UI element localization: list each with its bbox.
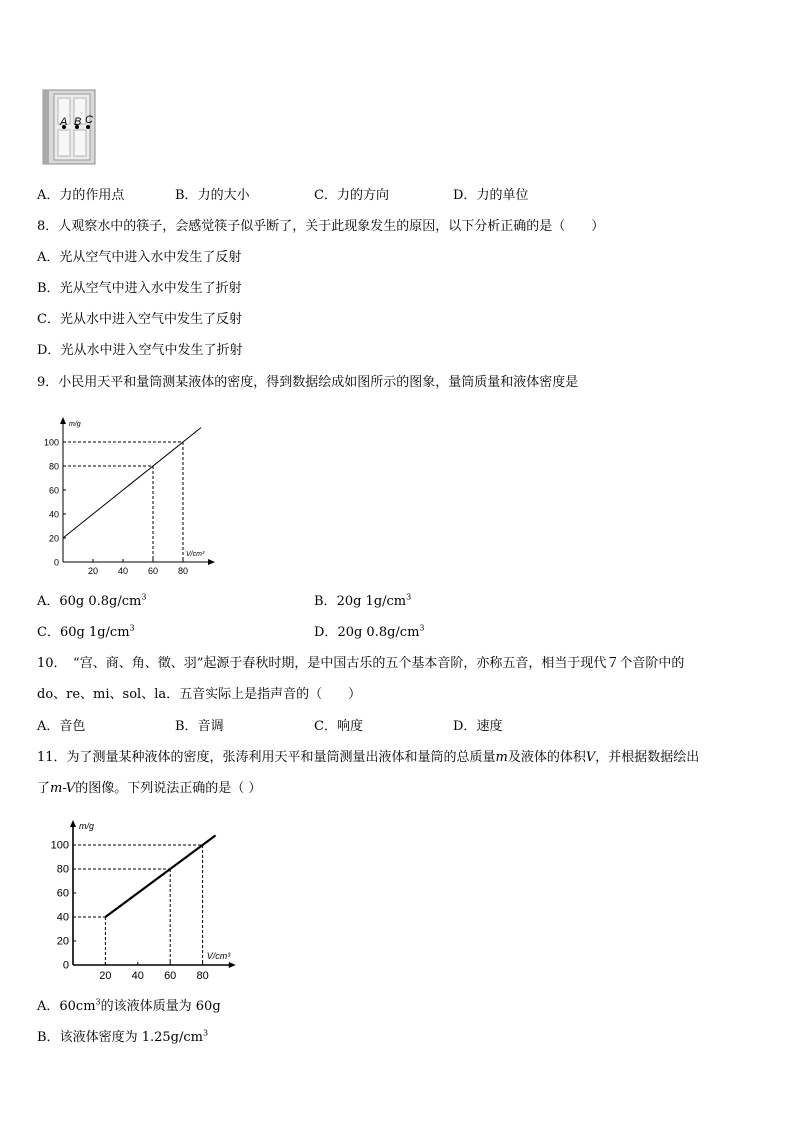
y-tick-label: 80: [48, 461, 59, 472]
x-tick-label: 40: [131, 970, 144, 982]
q10-option-d[interactable]: D．速度: [453, 719, 503, 734]
y-axis-label: m/g: [69, 421, 81, 428]
x-tick-label: 80: [177, 566, 189, 576]
y-axis-arrow: [70, 820, 76, 827]
y-tick-label: 40: [48, 509, 59, 520]
x-tick-label: 20: [87, 566, 99, 576]
door-figure: [40, 86, 102, 166]
x-tick-label: 40: [117, 566, 129, 576]
q11-option-a[interactable]: A．$60cm^3$的该液体质量为 60g: [37, 997, 221, 1014]
label-b: B: [74, 116, 82, 128]
y-tick-label: 60: [48, 485, 59, 496]
q11-stem-line1: 11．为了测量某种液体的密度，张涛利用天平和量筒测量出液体和量筒的总质量m及液体的体积V，并根据数据绘出: [37, 750, 700, 765]
y-axis-label: m/g: [79, 821, 95, 831]
label-c: C: [85, 114, 93, 126]
q10-option-b[interactable]: B．音调: [175, 719, 224, 734]
x-axis-label: V/cm³: [206, 951, 231, 961]
x-tick-label: 20: [99, 970, 112, 982]
q7-option-c[interactable]: C．力的方向: [314, 188, 389, 203]
q7-option-a[interactable]: A．力的作用点: [37, 188, 125, 203]
q8-option-a[interactable]: A．光从空气中进入水中发生了反射: [37, 250, 242, 265]
y-tick-label: 80: [56, 863, 69, 876]
q9-option-b[interactable]: B．20g $1g/cm^3$: [314, 592, 412, 609]
q7-option-b[interactable]: B．力的大小: [175, 188, 250, 203]
data-line: [63, 428, 201, 538]
q10-option-c[interactable]: C．响度: [314, 719, 363, 734]
x-tick-label: 80: [196, 970, 209, 982]
y-tick-label: 100: [50, 839, 69, 852]
y-axis-arrow: [60, 417, 66, 424]
x-axis-label: V/cm³: [186, 551, 205, 558]
x-axis-arrow: [208, 559, 215, 565]
y-tick-label: 20: [56, 935, 69, 948]
y-tick-label: 100: [43, 437, 59, 448]
y-tick-label: 20: [48, 533, 59, 544]
label-a: A: [60, 116, 68, 128]
q8-option-c[interactable]: C．光从水中进入空气中发生了反射: [37, 312, 242, 327]
y-tick-label: 0: [62, 959, 69, 972]
y-tick-label: 0: [53, 557, 59, 568]
q9-option-c[interactable]: C．60g $1g/cm^3$: [37, 623, 135, 640]
x-tick-label: 60: [147, 566, 159, 576]
q9-option-a[interactable]: A．60g $0.8g/cm^3$: [37, 592, 147, 609]
q9-option-d[interactable]: D．20g $0.8g/cm^3$: [314, 623, 425, 640]
q10-stem-line2: do、re、mi、sol、la．五音实际上是指声音的（ ）: [37, 687, 362, 702]
q10-option-a[interactable]: A．音色: [37, 719, 86, 734]
data-line: [105, 835, 215, 917]
y-tick-label: 60: [56, 887, 69, 900]
q11-chart: [30, 810, 242, 990]
q9-chart: [30, 405, 230, 577]
q11-option-b[interactable]: B．该液体密度为 $1.25g/cm^3$: [37, 1028, 209, 1045]
q10-stem-line1: 10． “宫、商、角、徵、羽”起源于春秋时期，是中国古乐的五个基本音阶，亦称五音，相当于现代７个音阶中的: [37, 656, 685, 671]
x-axis-arrow: [229, 962, 236, 968]
q8-option-b[interactable]: B．光从空气中进入水中发生了折射: [37, 281, 242, 296]
y-tick-label: 40: [56, 911, 69, 924]
x-tick-label: 60: [164, 970, 177, 982]
q8-option-d[interactable]: D．光从水中进入空气中发生了折射: [37, 343, 243, 358]
q11-stem-line2: 了m-V的图像。下列说法正确的是（ ）: [37, 781, 262, 796]
q9-stem: 9．小民用天平和量筒测某液体的密度，得到数据绘成如图所示的图象，量筒质量和液体密度是: [37, 375, 579, 390]
q7-option-d[interactable]: D．力的单位: [453, 188, 529, 203]
q8-stem: 8．人观察水中的筷子，会感觉筷子似乎断了，关于此现象发生的原因，以下分析正确的是（ ）: [37, 219, 605, 234]
